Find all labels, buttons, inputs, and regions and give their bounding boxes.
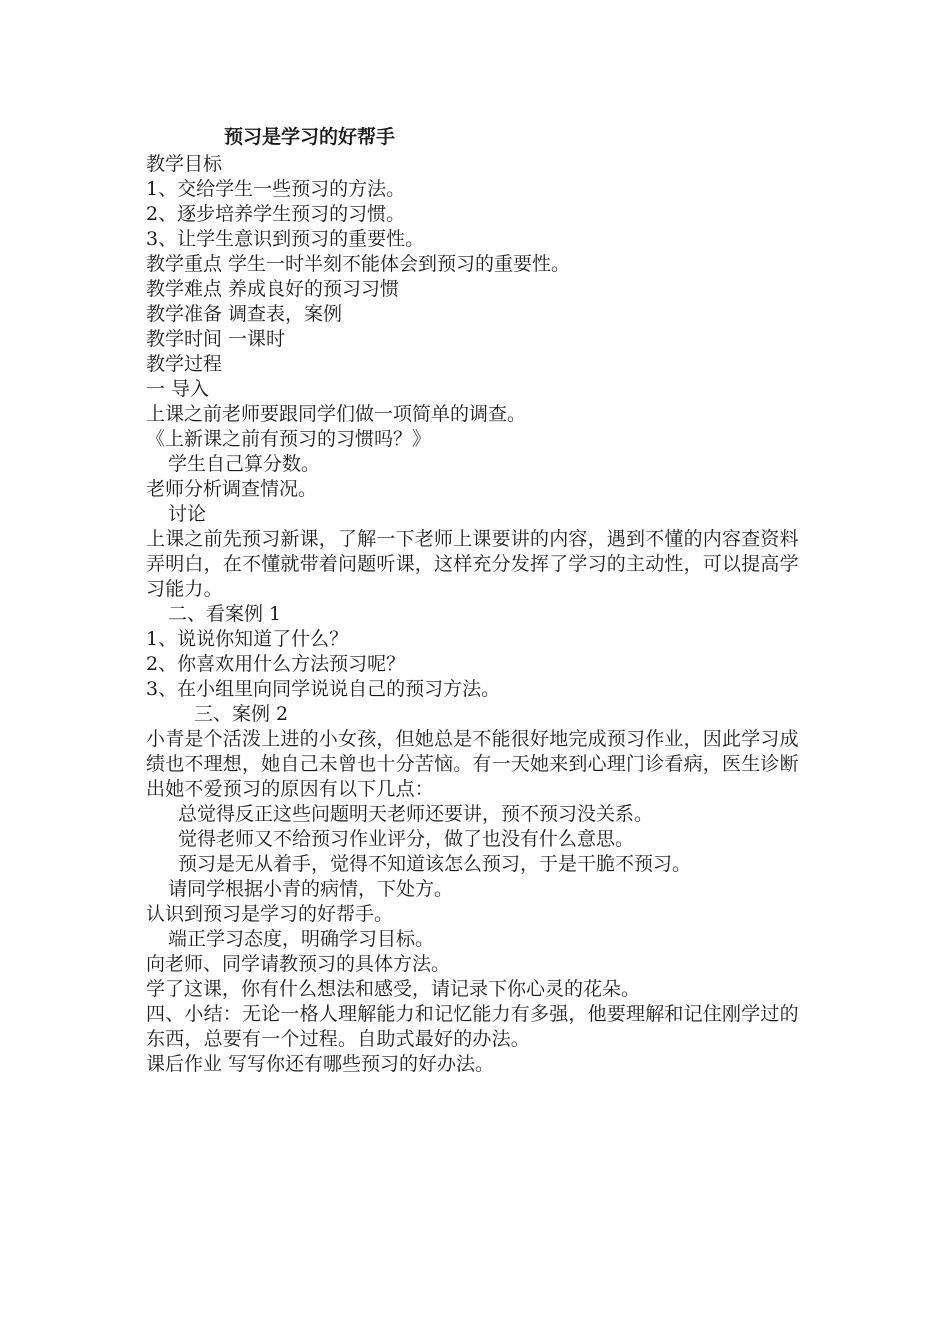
text-line: 学生自己算分数。	[168, 453, 321, 475]
text-line: 请同学根据小青的病情，下处方。	[168, 878, 454, 900]
case-question: 1、说说你知道了什么？	[146, 628, 349, 650]
text-line: 上课之前老师要跟同学们做一项简单的调查。	[146, 403, 527, 425]
text-line: 学了这课，你有什么想法和感受，请记录下你心灵的花朵。	[146, 978, 641, 1000]
document-page	[146, 122, 816, 1077]
reason-item: 总觉得反正这些问题明天老师还要讲，预不预习没关系。	[178, 803, 654, 825]
text-line: 向老师、同学请教预习的具体方法。	[146, 953, 451, 975]
homework: 课后作业 写写你还有哪些预习的好办法。	[146, 1053, 495, 1075]
text-line: 端正学习态度，明确学习目标。	[168, 928, 435, 950]
case-paragraph: 小青是个活泼上进的小女孩，但她总是不能很好地完成预习作业，因此学习成绩也不理想，她自己未曾也十分苦恼。有一天她来到心理门诊看病，医生诊断出她不爱预习的原因有以下几点：	[146, 728, 799, 800]
objective-item: 1、交给学生一些预习的方法。	[146, 178, 406, 200]
objective-item: 3、让学生意识到预习的重要性。	[146, 228, 425, 250]
step-heading-discussion: 讨论	[168, 503, 207, 525]
duration: 教学时间 一课时	[146, 328, 286, 350]
preparation: 教学准备 调查表，案例	[146, 303, 343, 325]
step-heading-intro: 一 导入	[146, 378, 210, 400]
text-line: 老师分析调查情况。	[146, 478, 318, 500]
key-point: 教学重点 学生一时半刻不能体会到预习的重要性。	[146, 253, 571, 275]
text-line: 《上新课之前有预习的习惯吗？》	[146, 428, 432, 450]
summary-paragraph: 四、小结：无论一格人理解能力和记忆能力有多强，他要理解和记住刚学过的东西，总要有一个过程。自助式最好的办法。	[146, 1003, 799, 1050]
case-question: 3、在小组里向同学说说自己的预习方法。	[146, 678, 501, 700]
text-line: 认识到预习是学习的好帮手。	[146, 903, 394, 925]
document-title: 预习是学习的好帮手	[224, 126, 396, 148]
objective-item: 2、逐步培养学生预习的习惯。	[146, 203, 406, 225]
case-question: 2、你喜欢用什么方法预习呢？	[146, 653, 406, 675]
reason-item: 预习是无从着手，觉得不知道该怎么预习，于是干脆不预习。	[178, 853, 692, 875]
section-heading-objectives: 教学目标	[146, 153, 223, 175]
step-heading-case-2: 三、案例 2	[194, 703, 289, 725]
discussion-paragraph: 上课之前先预习新课，了解一下老师上课要讲的内容，遇到不懂的内容查资料弄明白，在不懂就带着问题听课，这样充分发挥了学习的主动性，可以提高学习能力。	[146, 528, 799, 600]
difficult-point: 教学难点 养成良好的预习习惯	[146, 278, 400, 300]
section-heading-process: 教学过程	[146, 353, 223, 375]
step-heading-case-1: 二、看案例 1	[168, 603, 282, 625]
reason-item: 觉得老师又不给预习作业评分，做了也没有什么意思。	[178, 828, 635, 850]
